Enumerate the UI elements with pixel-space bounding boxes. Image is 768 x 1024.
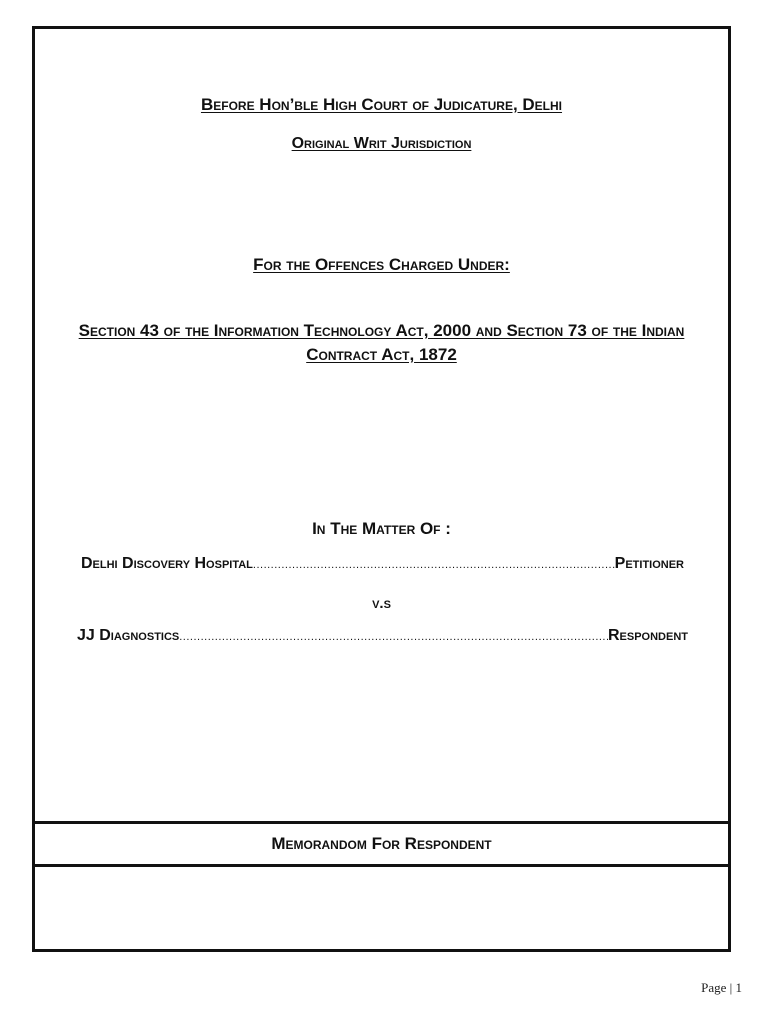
memorandum-title: Memorandom For Respondent bbox=[271, 834, 492, 853]
cover-page-border bbox=[32, 26, 731, 952]
respondent-line bbox=[77, 627, 688, 645]
sections-text: Section 43 of the Information Technology Act, 2000 and Section 73 of the Indian Contract Act, 1872 bbox=[78, 321, 685, 364]
petitioner-line bbox=[81, 555, 684, 573]
petitioner-name: Delhi Discovery Hospital bbox=[81, 555, 253, 572]
respondent-name: JJ Diagnostics bbox=[77, 627, 180, 644]
respondent-role: Respondent bbox=[607, 627, 688, 644]
offences-heading: For the Offences Charged Under: bbox=[253, 255, 510, 274]
leader-dots bbox=[253, 559, 615, 571]
jurisdiction-title: Original Writ Jurisdiction bbox=[291, 135, 472, 152]
memorandum-band bbox=[35, 821, 728, 867]
court-title: Before Hon’ble High Court of Judicature, Delhi bbox=[200, 95, 563, 114]
versus-label: v.s bbox=[372, 595, 391, 612]
page-number: Page | 1 bbox=[701, 980, 742, 995]
matter-heading: In The Matter Of : bbox=[312, 519, 451, 538]
petitioner-role: Petitioner bbox=[614, 555, 684, 572]
leader-dots bbox=[179, 631, 608, 643]
